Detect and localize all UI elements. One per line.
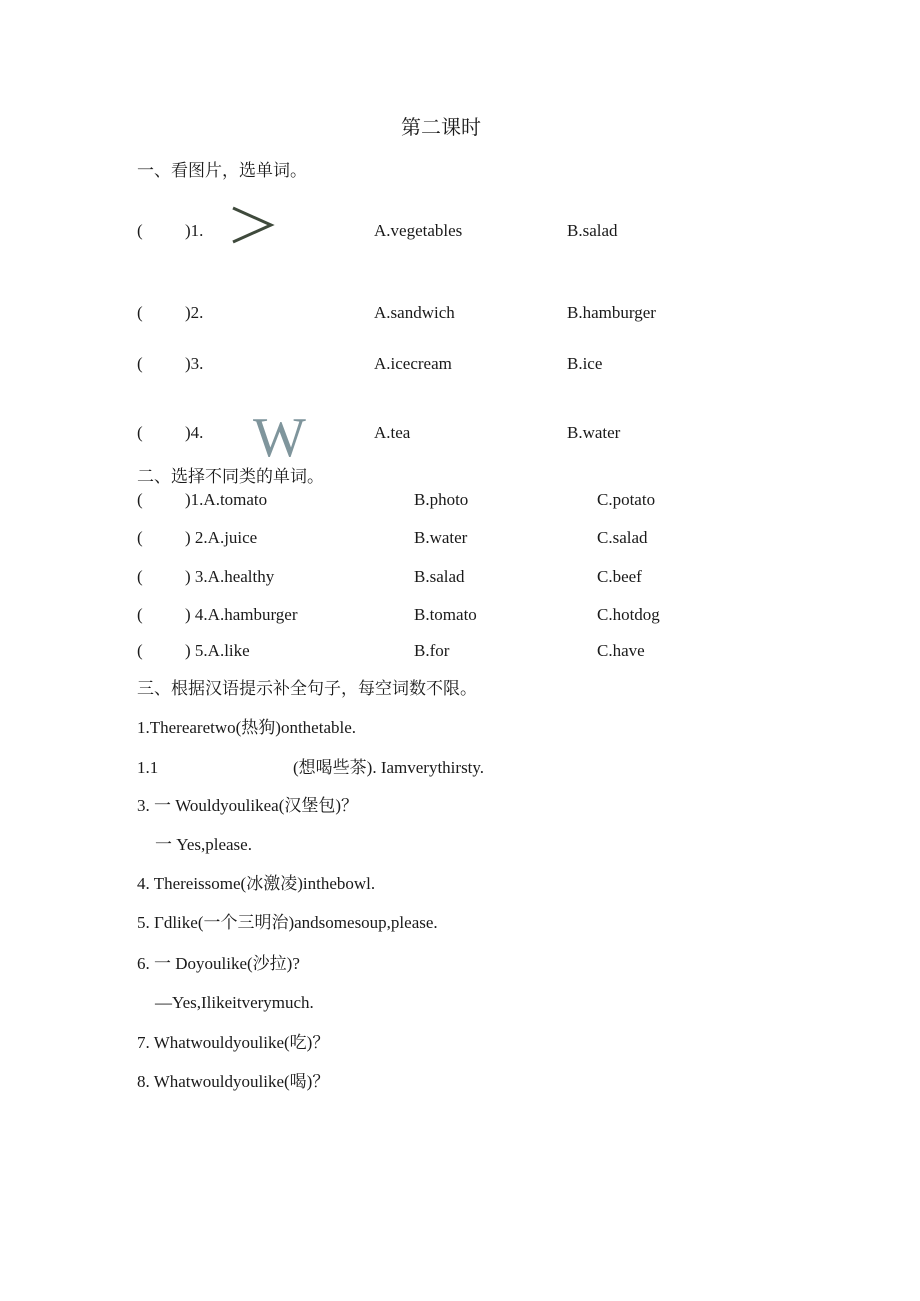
part3-heading: 三、根据汉语提示补全句子，每空词数不限。	[137, 679, 477, 698]
p2-q5-open-paren: (	[137, 641, 143, 660]
p3-q2-text: (想喝些茶). Iamverythirsty.	[293, 758, 485, 777]
p2-q4-open-paren: (	[137, 605, 143, 624]
p1-q1-option-a: A.vegetables	[374, 221, 463, 240]
p2-q2-open-paren: (	[137, 528, 143, 547]
p2-q5-option-b: B.for	[414, 641, 450, 660]
p2-q4-option-c: C.hotdog	[597, 605, 660, 624]
p2-q2-option-a: ) 2.A.juice	[185, 528, 258, 547]
p2-q2-option-c: C.salad	[597, 528, 648, 547]
p1-q3-number: )3.	[185, 354, 204, 373]
p1-q1-option-b: B.salad	[567, 221, 618, 240]
p1-q4-option-b: B.water	[567, 423, 621, 442]
p1-q2-option-a: A.sandwich	[374, 303, 455, 322]
p3-q5: 5. Γdlike(一个三明治)andsomesoup,please.	[137, 913, 438, 932]
p2-q3-option-b: B.salad	[414, 567, 465, 586]
page-title: 第二课时	[401, 117, 481, 139]
arrow-shape-icon	[230, 206, 276, 244]
p3-q6: 6. 一 Doyoulike(沙拉)?	[137, 954, 300, 973]
p2-q1-option-c: C.potato	[597, 490, 656, 509]
p1-q4-option-a: A.tea	[374, 423, 411, 442]
p2-q1-open-paren: (	[137, 490, 143, 509]
p1-q2-open-paren: (	[137, 303, 143, 322]
p1-q3-option-b: B.ice	[567, 354, 603, 373]
p2-q3-option-a: ) 3.A.healthy	[185, 567, 275, 586]
p3-q8: 8. Whatwouldyoulike(喝)？	[137, 1072, 330, 1091]
part1-heading: 一、看图片，选单词。	[137, 161, 307, 180]
p3-q2-number: 1.1	[137, 758, 159, 777]
p1-q1-number: )1.	[185, 221, 204, 240]
p3-q1: 1.Therearetwo(热狗)onthetable.	[137, 718, 357, 737]
p1-q2-option-b: B.hamburger	[567, 303, 656, 322]
p1-q1-open-paren: (	[137, 221, 143, 240]
p3-q3-response: 一 Yes,please.	[155, 835, 252, 854]
p1-q2-number: )2.	[185, 303, 204, 322]
p3-q4: 4. Thereissome(冰激凌)inthebowl.	[137, 874, 376, 893]
p2-q1-option-a: )1.A.tomato	[185, 490, 268, 509]
p2-q2-option-b: B.water	[414, 528, 468, 547]
p2-q4-option-a: ) 4.A.hamburger	[185, 605, 298, 624]
p1-q4-number: )4.	[185, 423, 204, 442]
p3-q7: 7. Whatwouldyoulike(吃)？	[137, 1033, 330, 1052]
p3-q3: 3. 一 Wouldyoulikea(汉堡包)？	[137, 796, 359, 815]
p1-q4-open-paren: (	[137, 423, 143, 442]
p2-q1-option-b: B.photo	[414, 490, 469, 509]
p2-q3-option-c: C.beef	[597, 567, 642, 586]
p2-q5-option-c: C.have	[597, 641, 645, 660]
p3-q6-response: —Yes,Ilikeitverymuch.	[155, 993, 314, 1012]
part2-heading: 二、选择不同类的单词。	[137, 467, 324, 486]
p2-q5-option-a: ) 5.A.like	[185, 641, 250, 660]
p2-q3-open-paren: (	[137, 567, 143, 586]
water-w-picture-icon: W	[253, 407, 304, 469]
p1-q3-option-a: A.icecream	[374, 354, 452, 373]
p1-q3-open-paren: (	[137, 354, 143, 373]
p2-q4-option-b: B.tomato	[414, 605, 477, 624]
